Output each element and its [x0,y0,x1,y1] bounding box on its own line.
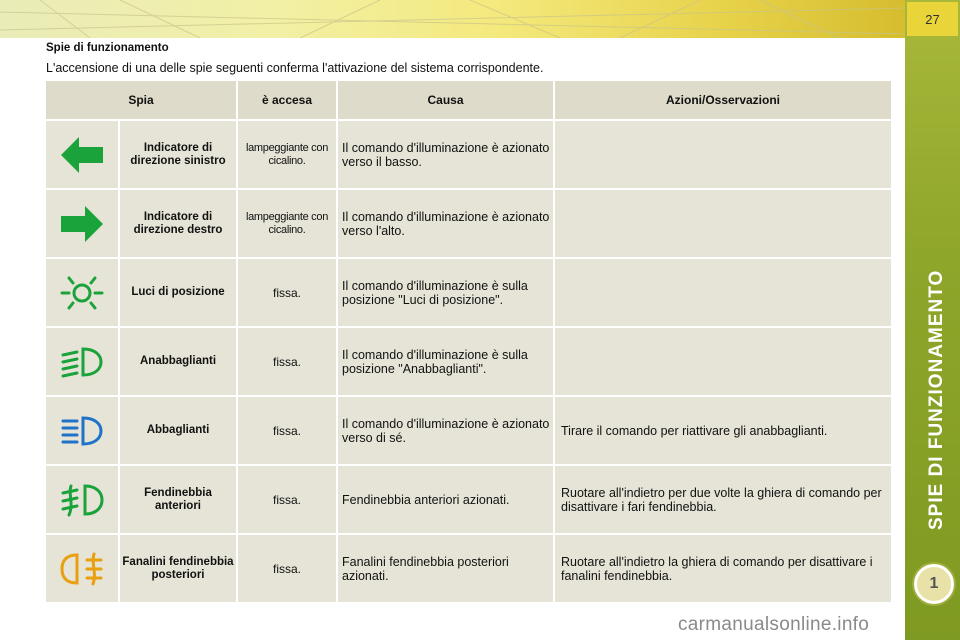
high-beam-icon [46,397,118,464]
top-decorative-band [0,0,905,38]
front-fog-icon [46,466,118,533]
light-name: Indicatore di direzione sinistro [120,121,236,188]
light-cause: Il comando d'illuminazione è sulla posizione "Luci di posizione". [338,259,553,326]
light-cause: Fendinebbia anteriori azionati. [338,466,553,533]
light-action: Ruotare all'indietro la ghiera di comando per disattivare i fanalini fendinebbia. [555,535,891,602]
left-arrow-icon [46,121,118,188]
light-name: Anabbaglianti [120,328,236,395]
table-row [46,535,891,602]
light-cause: Il comando d'illuminazione è azionato verso il basso. [338,121,553,188]
table-row [46,466,891,533]
table-row [46,328,891,395]
header-spia: Spia [46,81,236,119]
light-name: Luci di posizione [120,259,236,326]
chapter-title: SPIE DI FUNZIONAMENTO [926,269,947,531]
header-accesa: è accesa [238,81,336,119]
rear-fog-icon [46,535,118,602]
section-intro: L'accensione di una delle spie seguenti conferma l'attivazione del sistema corrispondente. [46,61,544,75]
chapter-badge: 1 [914,564,954,604]
light-state: lampeggiante con cicalino. [238,190,336,257]
light-state: lampeggiante con cicalino. [238,121,336,188]
light-cause: Fanalini fendinebbia posteriori azionati. [338,535,553,602]
light-cause: Il comando d'illuminazione è sulla posizione "Anabbaglianti". [338,328,553,395]
table-row [46,190,891,257]
table-row [46,259,891,326]
light-action [555,190,891,257]
watermark: carmanualsonline.info [678,614,870,635]
table-row [46,121,891,188]
light-action [555,259,891,326]
position-lights-icon [46,259,118,326]
light-name: Indicatore di direzione destro [120,190,236,257]
light-action [555,328,891,395]
light-action: Ruotare all'indietro per due volte la ghiera di comando per disattivare i fari fendinebbia. [555,466,891,533]
section-title: Spie di funzionamento [46,42,169,54]
light-cause: Il comando d'illuminazione è azionato verso di sé. [338,397,553,464]
light-cause: Il comando d'illuminazione è azionato verso l'alto. [338,190,553,257]
light-action: Tirare il comando per riattivare gli anabbaglianti. [555,397,891,464]
light-state: fissa. [238,397,336,464]
light-state: fissa. [238,328,336,395]
page-number: 27 [907,2,958,36]
light-action [555,121,891,188]
header-causa: Causa [338,81,553,119]
table-header-row [46,81,891,119]
low-beam-icon [46,328,118,395]
light-state: fissa. [238,259,336,326]
right-arrow-icon [46,190,118,257]
light-name: Abbaglianti [120,397,236,464]
table-row [46,397,891,464]
light-state: fissa. [238,535,336,602]
warning-lights-table [44,79,893,604]
light-state: fissa. [238,466,336,533]
light-name: Fanalini fendinebbia posteriori [120,535,236,602]
light-name: Fendinebbia anteriori [120,466,236,533]
header-azioni: Azioni/Osservazioni [555,81,891,119]
